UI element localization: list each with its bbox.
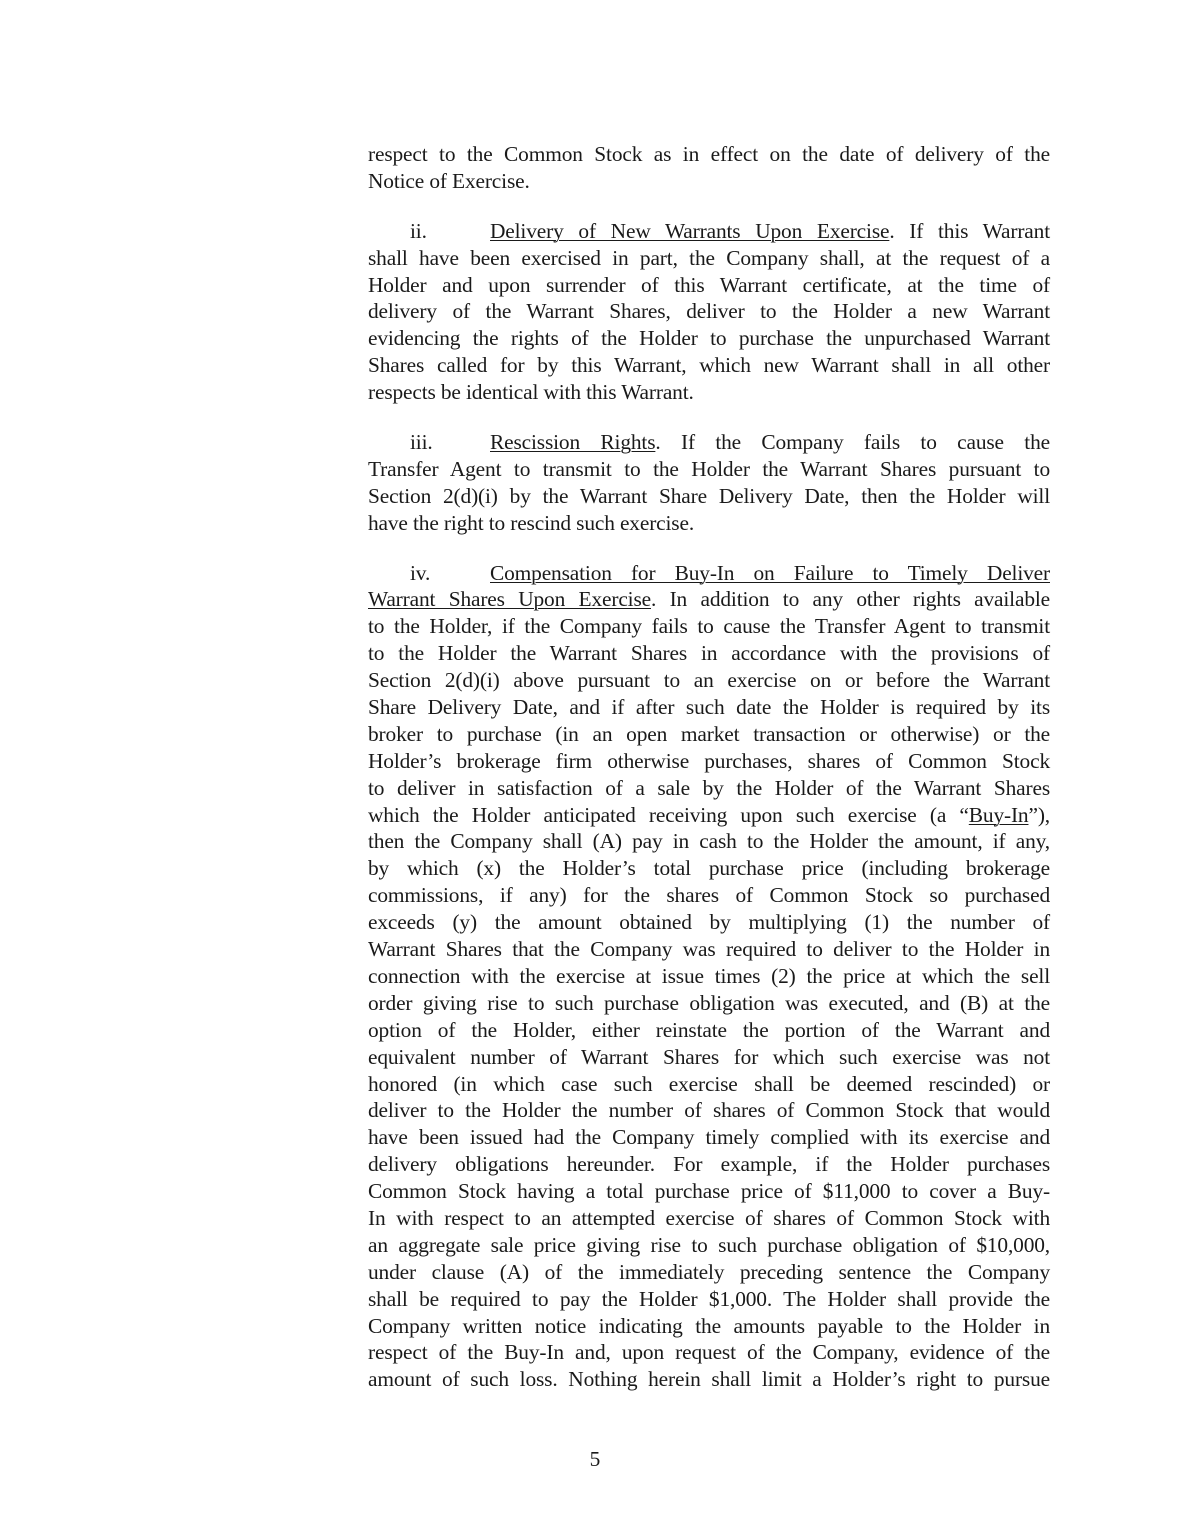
text-line [368, 429, 1050, 456]
text-line: honored (in which case such exercise shall be deemed rescinded) or [368, 1071, 1050, 1096]
text-line: shall be required to pay the Holder $1,000. The Holder shall provide the [368, 1286, 1050, 1311]
text-line: Section 2(d)(i) above pursuant to an exercise on or before the Warrant [368, 668, 1050, 693]
text-line [368, 218, 1050, 245]
section-heading: Delivery of New Warrants Upon Exercise [490, 218, 890, 243]
text-line: evidencing the rights of the Holder to purchase the unpurchased Warrant [368, 326, 1050, 351]
text-line: Transfer Agent to transmit to the Holder the Warrant Shares pursuant to [368, 456, 1050, 481]
text-line: respect to the Common Stock as in effect on the date of delivery of the [368, 142, 1050, 166]
text-line: Section 2(d)(i) by the Warrant Share Delivery Date, then the Holder will [368, 483, 1050, 508]
text-line: exceeds (y) the amount obtained by multiplying (1) the number of [368, 910, 1050, 935]
text-line: then the Company shall (A) pay in cash to the Holder the amount, if any, [368, 829, 1050, 854]
text-line: Common Stock having a total purchase price of $11,000 to cover a Buy- [368, 1179, 1050, 1204]
text-line: broker to purchase (in an open market transaction or otherwise) or the [368, 721, 1050, 746]
text-line: delivery of the Warrant Shares, deliver to the Holder a new Warrant [368, 299, 1050, 324]
text-line: deliver to the Holder the number of shares of Common Stock that would [368, 1098, 1050, 1123]
body-text [368, 141, 1050, 1393]
section-iii-paragraph [368, 429, 1050, 537]
text-line: to deliver in satisfaction of a sale by the Holder of the Warrant Shares [368, 775, 1050, 800]
defined-term: Buy-In [968, 802, 1029, 827]
item-number: iii. [410, 430, 433, 455]
section-iv-paragraph [368, 560, 1050, 1394]
text-line: In with respect to an attempted exercise of shares of Common Stock with [368, 1205, 1050, 1230]
text-line: by which (x) the Holder’s total purchase price (including brokerage [368, 856, 1050, 881]
section-heading: Rescission Rights [490, 430, 656, 455]
text-line: Shares called for by this Warrant, which new Warrant shall in all other [368, 353, 1050, 378]
text-line: Holder and upon surrender of this Warrant certificate, at the time of [368, 272, 1050, 297]
text-run: . If this Warrant [889, 218, 1050, 243]
section-ii-paragraph [368, 218, 1050, 406]
text-line: connection with the exercise at issue times (2) the price at which the sell [368, 963, 1050, 988]
text-line: delivery obligations hereunder. For example, if the Holder purchases [368, 1152, 1050, 1177]
section-heading: Warrant Shares Upon Exercise [368, 587, 651, 612]
text-line [368, 802, 1050, 829]
text-line [368, 560, 1050, 587]
item-number: iv. [410, 560, 431, 585]
text-line: to the Holder the Warrant Shares in accordance with the provisions of [368, 641, 1050, 666]
section-heading: Compensation for Buy-In on Failure to Timely Deliver [490, 560, 1050, 585]
text-run: which the Holder anticipated receiving upon such exercise (a “ [368, 802, 969, 827]
text-line: Notice of Exercise. [368, 168, 530, 193]
text-line: under clause (A) of the immediately preceding sentence the Company [368, 1259, 1050, 1284]
text-line: Company written notice indicating the amounts payable to the Holder in [368, 1313, 1050, 1338]
page-number: 5 [589, 1447, 601, 1471]
text-line: equivalent number of Warrant Shares for which such exercise was not [368, 1044, 1050, 1069]
text-run: . In addition to any other rights available [650, 587, 1051, 612]
text-line: order giving rise to such purchase obligation was executed, and (B) at the [368, 990, 1050, 1015]
text-line: shall have been exercised in part, the Company shall, at the request of a [368, 245, 1050, 270]
text-line: have the right to rescind such exercise. [368, 510, 695, 535]
continuation-paragraph [368, 141, 1050, 195]
text-line: an aggregate sale price giving rise to such purchase obligation of $10,000, [368, 1232, 1050, 1257]
text-line: Warrant Shares that the Company was required to deliver to the Holder in [368, 937, 1050, 962]
text-line: Share Delivery Date, and if after such date the Holder is required by its [368, 695, 1050, 720]
text-line: commissions, if any) for the shares of Common Stock so purchased [368, 883, 1050, 908]
text-run: . If the Company fails to cause the [655, 430, 1050, 455]
text-line: have been issued had the Company timely complied with its exercise and [368, 1125, 1050, 1150]
text-line: respects be identical with this Warrant. [368, 380, 694, 405]
text-line: Holder’s brokerage firm otherwise purchases, shares of Common Stock [368, 748, 1050, 773]
text-line [368, 586, 1050, 613]
item-number: ii. [410, 218, 427, 243]
text-line: to the Holder, if the Company fails to cause the Transfer Agent to transmit [368, 614, 1050, 639]
text-line: option of the Holder, either reinstate the portion of the Warrant and [368, 1017, 1050, 1042]
text-line: amount of such loss. Nothing herein shall limit a Holder’s right to pursue [368, 1367, 1050, 1392]
text-line: respect of the Buy-In and, upon request of the Company, evidence of the [368, 1340, 1050, 1365]
text-run: ”), [1028, 802, 1050, 827]
